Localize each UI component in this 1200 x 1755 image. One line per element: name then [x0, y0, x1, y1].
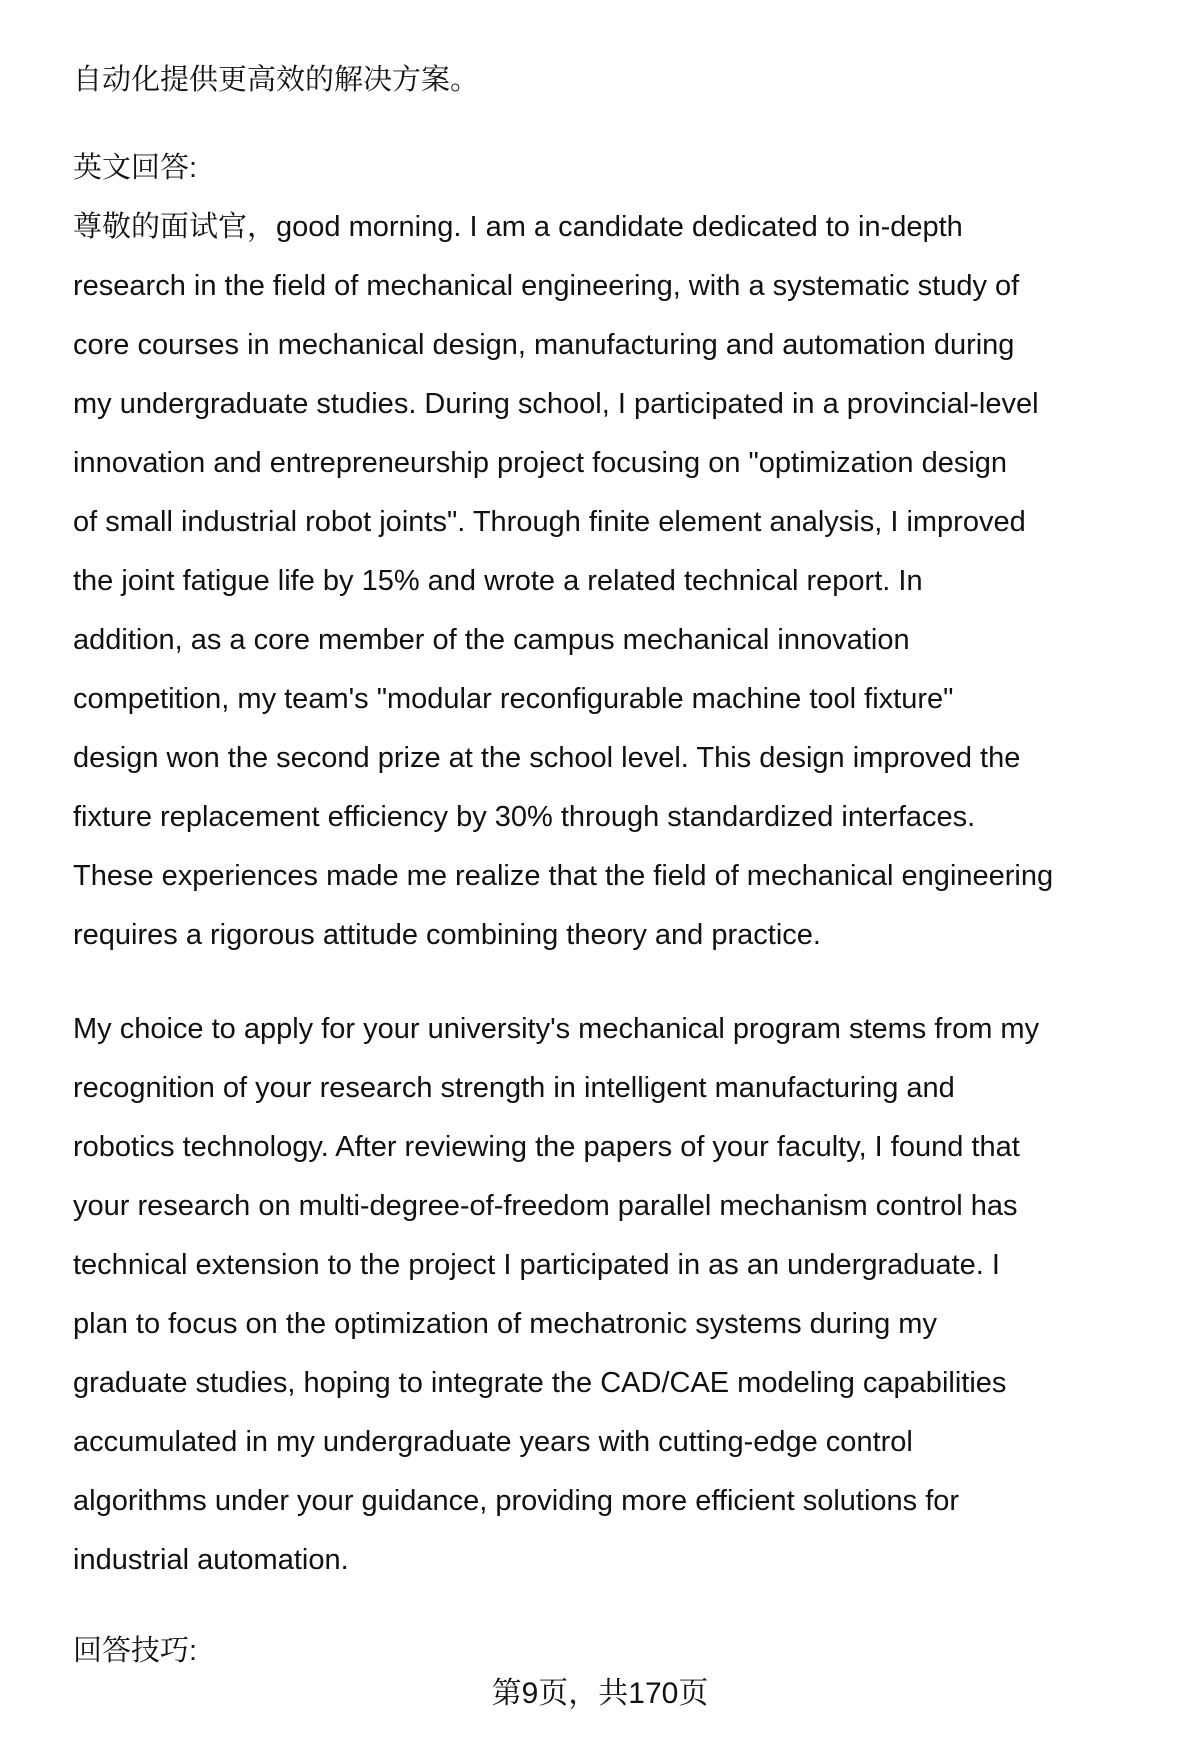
text-line: plan to focus on the optimization of mechatronic systems during my	[73, 1308, 937, 1340]
text-line: 自动化提供更高效的解决方案。	[73, 64, 480, 96]
heading-text: 英文回答:	[73, 152, 198, 184]
paragraph-1	[73, 198, 1173, 965]
text-line: robotics technology. After reviewing the papers of your faculty, I found that	[73, 1131, 1020, 1163]
text-line: technical extension to the project I participated in as an undergraduate. I	[73, 1249, 1000, 1281]
text-line: competition, my team's "modular reconfigurable machine tool fixture"	[73, 683, 954, 715]
text-line: my undergraduate studies. During school, I participated in a provincial-level	[73, 388, 1039, 420]
text-line: the joint fatigue life by 15% and wrote a related technical report. In	[73, 565, 923, 597]
text-line: 尊敬的面试官，good morning. I am a candidate dedicated to in-depth	[73, 211, 963, 243]
text-line: graduate studies, hoping to integrate the CAD/CAE modeling capabilities	[73, 1367, 1007, 1399]
text-line: My choice to apply for your university's mechanical program stems from my	[73, 1013, 1040, 1045]
intro-line	[73, 51, 1173, 110]
text-line: industrial automation.	[73, 1544, 349, 1576]
text-line: core courses in mechanical design, manufacturing and automation during	[73, 329, 1015, 361]
text-line: fixture replacement efficiency by 30% through standardized interfaces.	[73, 801, 976, 833]
text-line: of small industrial robot joints". Through finite element analysis, I improved	[73, 506, 1026, 538]
text-line: addition, as a core member of the campus mechanical innovation	[73, 624, 910, 656]
text-line: These experiences made me realize that the field of mechanical engineering	[73, 860, 1054, 892]
text-line: recognition of your research strength in intelligent manufacturing and	[73, 1072, 955, 1104]
text-line: research in the field of mechanical engineering, with a systematic study of	[73, 270, 1020, 302]
text-line: your research on multi-degree-of-freedom parallel mechanism control has	[73, 1190, 1018, 1222]
text-line: requires a rigorous attitude combining theory and practice.	[73, 919, 821, 951]
paragraph-2	[73, 1000, 1173, 1590]
page-number: 第9页，共170页	[491, 1677, 709, 1710]
section-heading-english-answer	[73, 139, 1173, 198]
text-line: innovation and entrepreneurship project focusing on "optimization design	[73, 447, 1008, 479]
heading-text: 回答技巧:	[73, 1635, 198, 1667]
text-line: accumulated in my undergraduate years with cutting-edge control	[73, 1426, 913, 1458]
text-line: algorithms under your guidance, providing more efficient solutions for	[73, 1485, 960, 1517]
text-line: design won the second prize at the school level. This design improved the	[73, 742, 1021, 774]
